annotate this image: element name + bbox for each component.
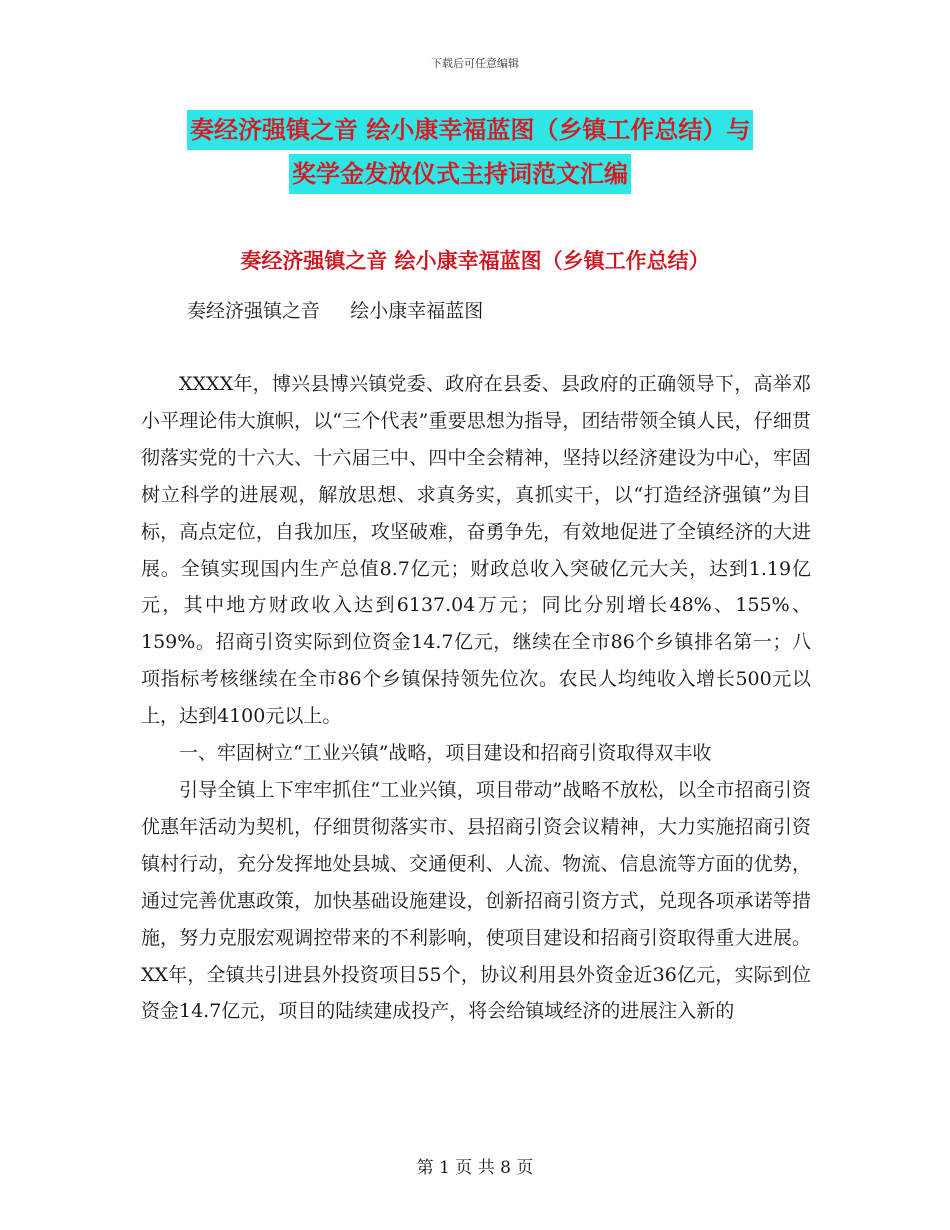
- title-line-2: 奖学金发放仪式主持词范文汇编: [289, 154, 631, 194]
- page-footer: 第 1 页 共 8 页: [416, 1158, 534, 1178]
- section-subheading: 奏经济强镇之音 绘小康幸福蓝图: [187, 300, 484, 322]
- paragraph-1: XXXX年，博兴县博兴镇党委、政府在县委、县政府的正确领导下，高举邓小平理论伟大旗帜，以“三个代表”重要思想为指导，团结带领全镇人民，仔细贯彻落实党的十六大、十六届三中、四中全会精神，坚持以经济建设为中心，牢固树立科学的进展观，解放思想、求真务实，真抓实干，以“打造经济强镇”为目标，高点定位，自我加压，攻坚破难，奋勇争先，有效地促进了全镇经济的大进展。全镇实现国内生产总值8.7亿元；财政总收入突破亿元大关，达到1.19亿元，其中地方财政收入达到6137.04万元；同比分别增长48%、155%、159%。招商引资实际到位资金14.7亿元，继续在全市86个乡镇排名第一；八项指标考核继续在全市86个乡镇保持领先位次。农民人均纯收入增长500元以上，达到4100元以上。: [141, 373, 811, 728]
- paragraph-2: 一、牢固树立“工业兴镇”战略，项目建设和招商引资取得双丰收: [179, 742, 712, 765]
- title-line-1: 奏经济强镇之音 绘小康幸福蓝图（乡镇工作总结）与: [187, 110, 753, 150]
- section-heading: 奏经济强镇之音 绘小康幸福蓝图（乡镇工作总结）: [240, 249, 710, 273]
- paragraph-3: 引导全镇上下牢牢抓住“工业兴镇，项目带动”战略不放松，以全市招商引资优惠年活动为契机，仔细贯彻落实市、县招商引资会议精神，大力实施招商引资镇村行动，充分发挥地处县城、交通便利、人流、物流、信息流等方面的优势，通过完善优惠政策，加快基础设施建设，创新招商引资方式，兑现各项承诺等措施，努力克服宏观调控带来的不利影响，使项目建设和招商引资取得重大进展。XX年，全镇共引进县外投资项目55个，协议利用县外资金近36亿元，实际到位资金14.7亿元，项目的陆续建成投产，将会给镇域经济的进展注入新的: [141, 778, 811, 1023]
- body-text: [141, 366, 811, 1030]
- document-title: [0, 110, 950, 194]
- page-header-note: 下载后可任意编辑: [431, 57, 519, 70]
